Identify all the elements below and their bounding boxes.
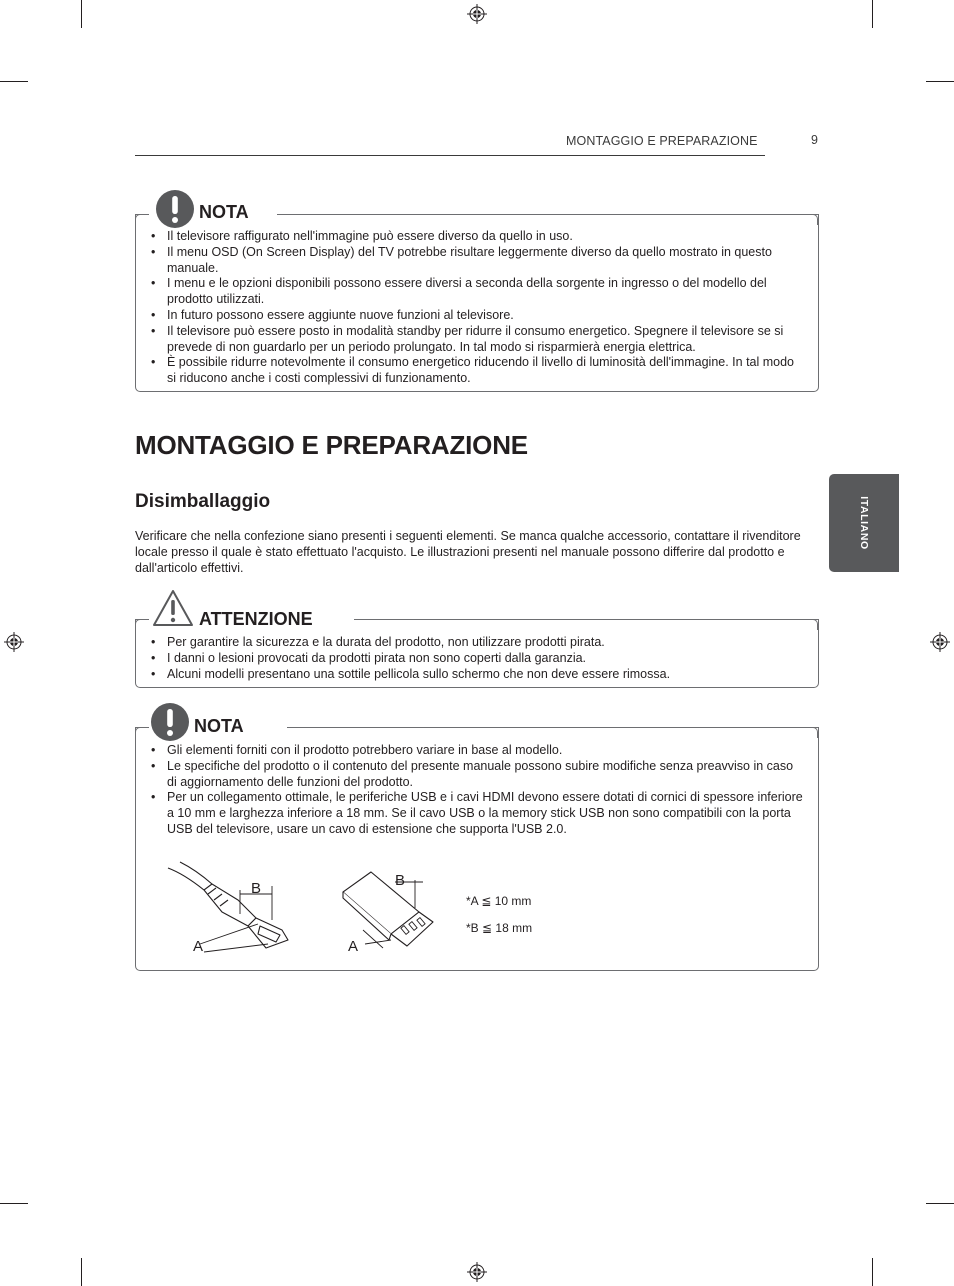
caution-box-top-border bbox=[354, 619, 818, 620]
crop-mark bbox=[81, 0, 82, 28]
note-list bbox=[151, 743, 806, 838]
registration-mark-icon bbox=[467, 4, 487, 24]
intro-paragraph: Verificare che nella confezione siano presenti i seguenti elementi. Se manca qualche accessorio, contattare il rivenditore locale presso il quale è stato effettuato l'acquisto. Le illustrazioni presenti nel manuale possono differire dal prodotto e dall'articolo effettivi. bbox=[135, 529, 801, 575]
language-tab bbox=[829, 474, 899, 572]
note-box-top-border bbox=[277, 214, 818, 215]
caution-box-corner bbox=[808, 619, 818, 630]
note-box-corner bbox=[135, 727, 146, 738]
list-item: • Per garantire la sicurezza e la durata del prodotto, non utilizzare prodotti pirata. bbox=[151, 635, 806, 651]
crop-mark bbox=[872, 0, 873, 28]
crop-mark bbox=[0, 81, 28, 82]
usb-label-a: A bbox=[348, 938, 359, 955]
list-item: • Per un collegamento ottimale, le periferiche USB e i cavi HDMI devono essere dotati di cornici di spessore inferiore a 10 mm e larghezza inferiore a 18 mm. Se il cavo USB o la memory stick USB non sono compatibili con la porta USB del televisore, usare un cavo di estensione che supporta l'USB 2.0. bbox=[151, 790, 806, 837]
note-title: NOTA bbox=[199, 202, 249, 222]
note-title: NOTA bbox=[194, 716, 244, 736]
crop-mark bbox=[926, 81, 954, 82]
hdmi-label-b: B bbox=[251, 880, 262, 897]
list-item: • Le specifiche del prodotto o il contenuto del presente manuale possono subire modifiche senza preavviso in caso di aggiornamento delle funzioni del prodotto. bbox=[151, 759, 806, 791]
list-item: • I menu e le opzioni disponibili possono essere diversi a seconda della sorgente in ingresso o del modello del prodotto utilizzati. bbox=[151, 276, 806, 308]
registration-mark-icon bbox=[930, 632, 950, 652]
page-title: MONTAGGIO E PREPARAZIONE bbox=[135, 430, 528, 460]
crop-mark bbox=[926, 1203, 954, 1204]
crop-mark bbox=[872, 1258, 873, 1286]
note-box-corner bbox=[808, 727, 818, 738]
note-box-corner bbox=[135, 214, 146, 225]
list-item: • Alcuni modelli presentano una sottile pellicola sullo schermo che non deve essere rimossa. bbox=[151, 667, 806, 683]
exclamation-icon bbox=[156, 190, 194, 228]
note-box-top-border bbox=[287, 727, 818, 728]
hdmi-connector-illustration bbox=[160, 860, 300, 960]
warning-triangle-icon bbox=[152, 589, 194, 627]
usb-label-b: B bbox=[395, 872, 406, 889]
hdmi-label-a: A bbox=[193, 938, 204, 955]
crop-mark bbox=[81, 1258, 82, 1286]
registration-mark-icon bbox=[4, 632, 24, 652]
header-divider bbox=[135, 155, 765, 156]
caution-list bbox=[151, 635, 806, 682]
page-number: 9 bbox=[811, 133, 818, 147]
list-item: • Gli elementi forniti con il prodotto potrebbero variare in base al modello. bbox=[151, 743, 806, 759]
note-box-corner bbox=[808, 214, 818, 225]
caution-box-corner bbox=[135, 619, 146, 630]
crop-mark bbox=[0, 1203, 28, 1204]
spec-a: *A ≦ 10 mm bbox=[466, 894, 532, 908]
list-item: • Il televisore può essere posto in modalità standby per ridurre il consumo energetico. Spegnere il televisore se si prevede di non guardarlo per un periodo prolungato. In tal modo si risparmierà energia elettrica. bbox=[151, 324, 806, 356]
caution-title: ATTENZIONE bbox=[199, 609, 313, 629]
exclamation-icon bbox=[151, 703, 189, 741]
list-item: • È possibile ridurre notevolmente il consumo energetico riducendo il livello di luminosità dell'immagine. In tal modo si riducono anche i costi complessivi di funzionamento. bbox=[151, 355, 806, 387]
list-item: • In futuro possono essere aggiunte nuove funzioni al televisore. bbox=[151, 308, 806, 324]
spec-b: *B ≦ 18 mm bbox=[466, 921, 533, 935]
running-header: MONTAGGIO E PREPARAZIONE bbox=[566, 134, 758, 148]
language-tab-label: ITALIANO bbox=[858, 496, 870, 550]
list-item: • Il televisore raffigurato nell'immagine può essere diverso da quello in uso. bbox=[151, 229, 806, 245]
list-item: • I danni o lesioni provocati da prodotti pirata non sono coperti dalla garanzia. bbox=[151, 651, 806, 667]
note-list bbox=[151, 229, 806, 387]
section-heading: Disimballaggio bbox=[135, 491, 271, 512]
registration-mark-icon bbox=[467, 1262, 487, 1282]
list-item: • Il menu OSD (On Screen Display) del TV potrebbe risultare leggermente diverso da quello mostrato in questo manuale. bbox=[151, 245, 806, 277]
